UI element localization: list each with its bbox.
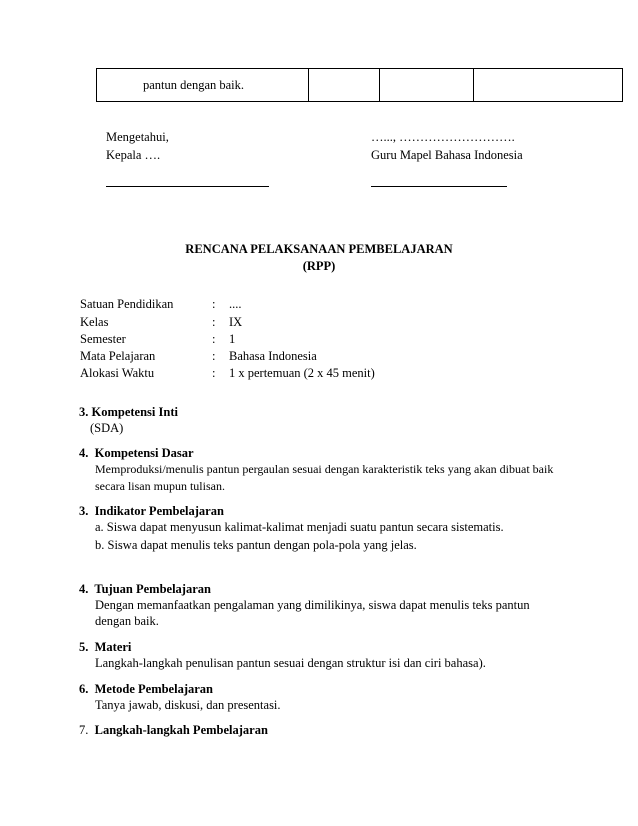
table-cell-empty <box>474 69 623 102</box>
info-value: 1 <box>229 332 236 346</box>
info-label: Mata Pelajaran <box>80 349 156 363</box>
section-number: 6. <box>79 682 89 696</box>
section-heading-kd <box>79 446 194 461</box>
previous-page-table <box>96 68 623 102</box>
info-row-mapel <box>80 349 317 364</box>
section-heading-materi <box>79 640 131 655</box>
info-separator: : <box>212 297 216 311</box>
section-body-kd-line2: secara lisan mupun tulisan. <box>95 479 225 493</box>
info-value: 1 x pertemuan (2 x 45 menit) <box>229 366 375 380</box>
section-item-ip-b: b. Siswa dapat menulis teks pantun dengan pola-pola yang jelas. <box>95 538 417 552</box>
section-title: Langkah-langkah Pembelajaran <box>94 723 268 737</box>
section-number: 3. <box>79 405 89 419</box>
section-number: 3. <box>79 504 89 518</box>
info-row-semester <box>80 332 235 347</box>
section-number: 7. <box>79 723 89 737</box>
signature-right-line1: …..., ………………………. <box>371 130 515 144</box>
signature-line-left <box>106 186 269 187</box>
table-row <box>97 69 623 102</box>
info-value: Bahasa Indonesia <box>229 349 317 363</box>
section-number: 4. <box>79 446 89 460</box>
info-label: Kelas <box>80 315 109 329</box>
section-item-ip-a: a. Siswa dapat menyusun kalimat-kalimat menjadi suatu pantun secara sistematis. <box>95 520 504 534</box>
document-title: RENCANA PELAKSANAAN PEMBELAJARAN <box>185 242 453 256</box>
section-heading-tp <box>79 582 211 597</box>
section-number: 5. <box>79 640 89 654</box>
section-title: Kompetensi Inti <box>91 405 178 419</box>
info-value: IX <box>229 315 243 329</box>
section-body-metode: Tanya jawab, diskusi, dan presentasi. <box>95 698 281 712</box>
document-subtitle: (RPP) <box>302 259 336 273</box>
section-heading-metode <box>79 682 213 697</box>
info-label: Semester <box>80 332 126 346</box>
section-body-tp-line2: dengan baik. <box>95 614 159 628</box>
section-title: Metode Pembelajaran <box>94 682 213 696</box>
info-value: .... <box>229 297 242 311</box>
section-number: 4. <box>79 582 89 596</box>
info-separator: : <box>212 315 216 329</box>
section-title: Kompetensi Dasar <box>94 446 194 460</box>
table-cell-text: pantun dengan baik. <box>97 69 309 102</box>
section-body-materi: Langkah-langkah penulisan pantun sesuai dengan struktur isi dan ciri bahasa). <box>95 656 486 670</box>
signature-left-line2: Kepala …. <box>106 148 161 162</box>
section-title: Tujuan Pembelajaran <box>94 582 211 596</box>
info-separator: : <box>212 366 216 380</box>
section-body-tp-line1: Dengan memanfaatkan pengalaman yang dimilikinya, siswa dapat menulis teks pantun <box>95 598 530 612</box>
section-heading-ki <box>79 405 178 420</box>
section-title: Indikator Pembelajaran <box>94 504 224 518</box>
section-title: Materi <box>94 640 132 654</box>
table-cell-empty <box>309 69 380 102</box>
info-separator: : <box>212 349 216 363</box>
section-body-ki: (SDA) <box>90 421 124 435</box>
section-heading-ip <box>79 504 224 519</box>
signature-line-right <box>371 186 507 187</box>
info-row-kelas <box>80 315 242 330</box>
info-label: Alokasi Waktu <box>80 366 155 380</box>
info-row-satuan <box>80 297 242 312</box>
info-row-alokasi <box>80 366 375 381</box>
section-body-kd-line1: Memproduksi/menulis pantun pergaulan sesuai dengan karakteristik teks yang akan dibuat baik <box>95 462 554 476</box>
info-separator: : <box>212 332 216 346</box>
signature-right-line2: Guru Mapel Bahasa Indonesia <box>371 148 523 162</box>
signature-left-line1: Mengetahui, <box>106 130 169 144</box>
info-label: Satuan Pendidikan <box>80 297 174 311</box>
section-heading-langkah <box>79 723 268 738</box>
table-cell-empty <box>380 69 474 102</box>
